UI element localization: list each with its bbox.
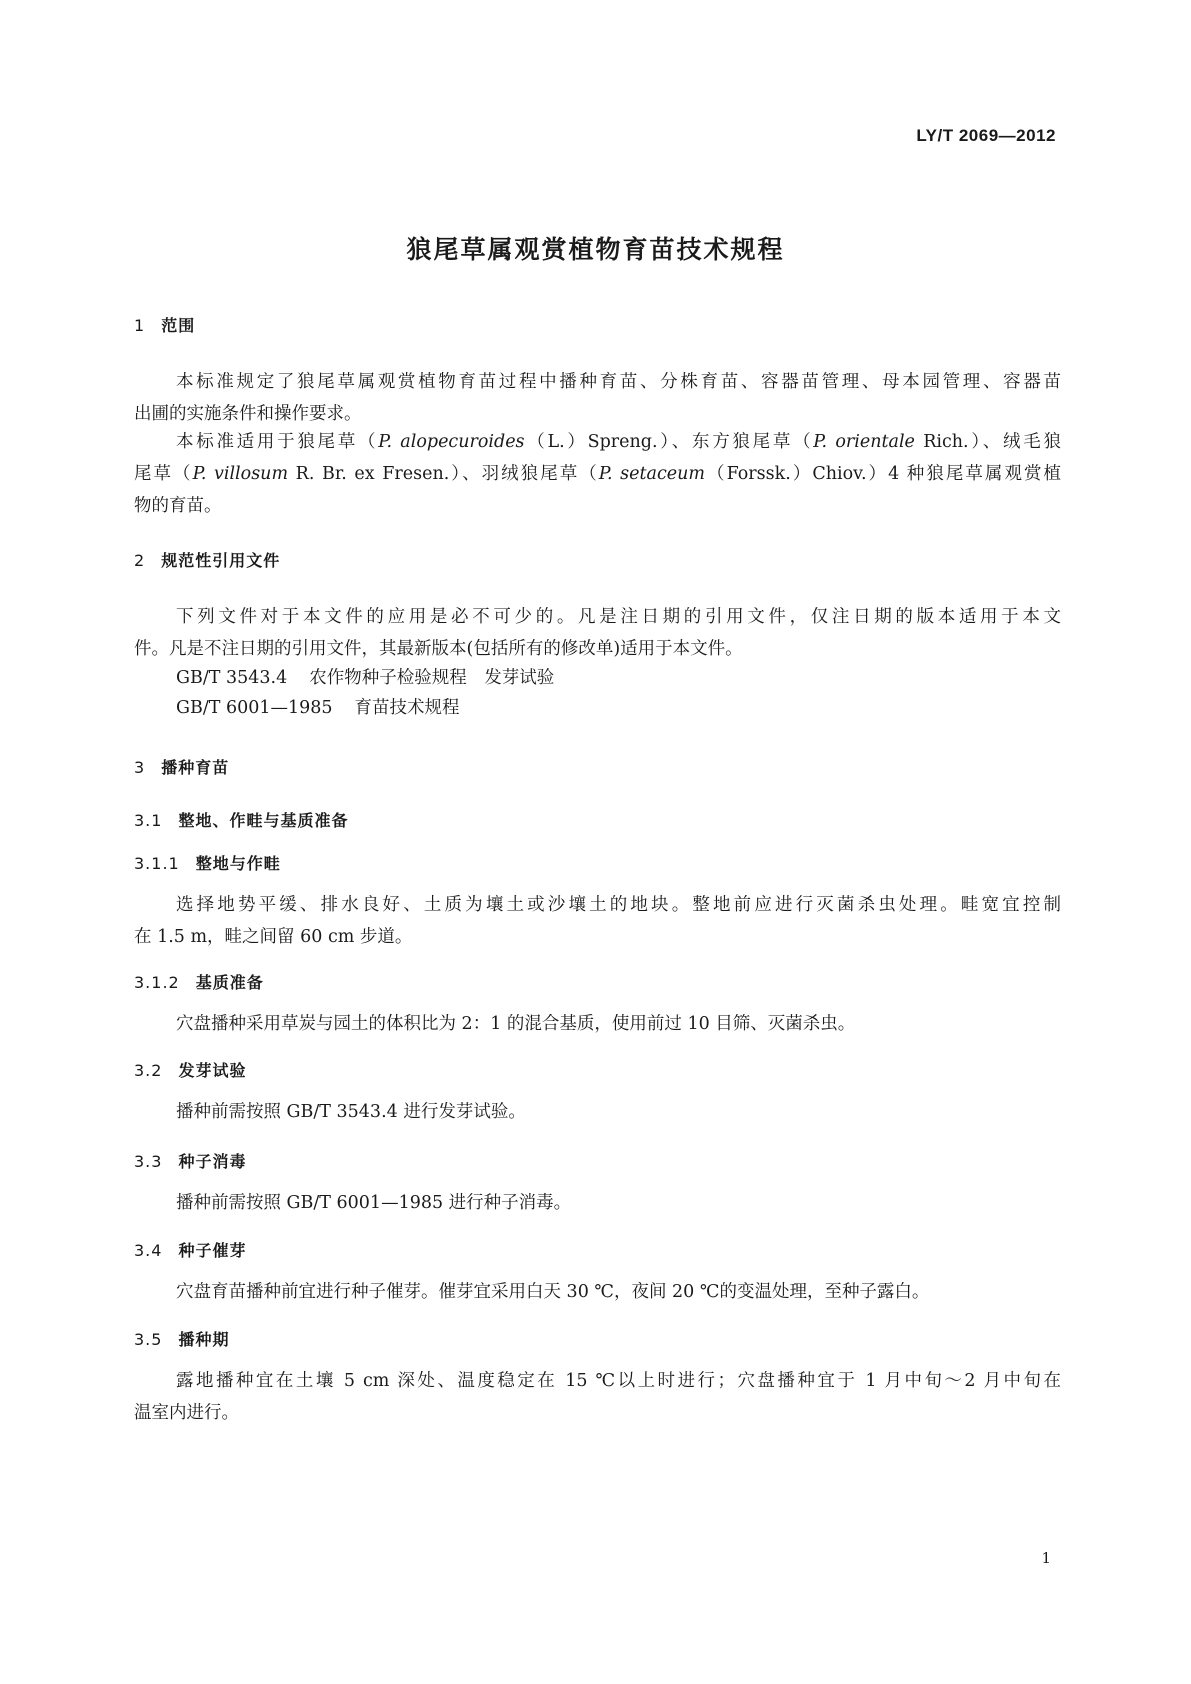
section-number: 3.5: [134, 1330, 163, 1349]
section-3-5-heading: [134, 1327, 229, 1350]
species-name: P. villosum: [192, 464, 289, 484]
section-3-2-paragraph: [134, 1096, 1061, 1128]
text-line: 下列文件对于本文件的应用是必不可少的。凡是注日期的引用文件，仅注日期的版本适用于本文: [176, 607, 1061, 627]
text-run: R. Br. ex Fresen.）、羽绒狼尾草（: [288, 464, 599, 484]
reference-item: [176, 664, 554, 689]
section-number: 2: [134, 551, 146, 570]
section-1-paragraph-2: [134, 426, 1061, 522]
reference-name: 农作物种子检验规程 发芽试验: [309, 668, 555, 688]
text-run: 尾草（: [134, 464, 193, 484]
section-number: 3.2: [134, 1061, 163, 1080]
text-line: 件。凡是不注日期的引用文件，其最新版本(包括所有的修改单)适用于本文件。: [134, 639, 743, 659]
reference-code: GB/T 3543.4: [176, 668, 288, 688]
section-3-4-paragraph: [134, 1276, 1061, 1308]
text-line: 温室内进行。: [134, 1403, 239, 1423]
text-line: [134, 458, 1061, 490]
text-line: 穴盘育苗播种前宜进行种子催芽。催芽宜采用白天 30 ℃，夜间 20 ℃的变温处理，至种子露白。: [176, 1282, 930, 1302]
section-2-heading: [134, 548, 280, 571]
text-run: （Forssk.）Chiov.）4 种狼尾草属观赏植: [705, 464, 1062, 484]
section-title: 整地与作畦: [195, 854, 281, 873]
species-name: P. alopecuroides: [378, 432, 525, 452]
section-3-1-1-heading: [134, 851, 281, 874]
section-number: 3.1.2: [134, 973, 180, 992]
text-line: 物的育苗。: [134, 496, 222, 516]
section-1-heading: [134, 313, 195, 336]
section-title: 播种育苗: [161, 758, 230, 777]
section-number: 3: [134, 758, 146, 777]
section-3-4-heading: [134, 1238, 246, 1261]
section-3-5-paragraph: [134, 1365, 1061, 1429]
section-title: 规范性引用文件: [161, 551, 281, 570]
section-number: 3.1: [134, 811, 163, 830]
text-run: （L.）Spreng.）、东方狼尾草（: [524, 432, 814, 452]
section-title: 整地、作畦与基质准备: [178, 811, 349, 830]
text-line: 露地播种宜在土壤 5 cm 深处、温度稳定在 15 ℃以上时进行；穴盘播种宜于 1 月中旬～2 月中旬在: [176, 1371, 1061, 1391]
section-title: 种子催芽: [178, 1241, 247, 1260]
section-3-3-paragraph: [134, 1187, 1061, 1219]
section-3-1-2-heading: [134, 970, 264, 993]
section-number: 3.1.1: [134, 854, 180, 873]
section-3-heading: [134, 755, 229, 778]
text-line: 本标准规定了狼尾草属观赏植物育苗过程中播种育苗、分株育苗、容器苗管理、母本园管理、容器苗: [176, 372, 1061, 392]
section-title: 种子消毒: [178, 1152, 247, 1171]
section-3-1-1-paragraph: [134, 889, 1061, 953]
section-title: 基质准备: [195, 973, 264, 992]
species-name: P. orientale: [813, 432, 915, 452]
text-line: 选择地势平缓、排水良好、土质为壤土或沙壤土的地块。整地前应进行灭菌杀虫处理。畦宽宜控制: [176, 895, 1061, 915]
text-line: 播种前需按照 GB/T 6001—1985 进行种子消毒。: [176, 1193, 572, 1213]
text-line: 穴盘播种采用草炭与园土的体积比为 2：1 的混合基质，使用前过 10 目筛、灭菌杀虫。: [176, 1014, 856, 1034]
text-run: Rich.）、绒毛狼: [914, 432, 1061, 452]
section-title: 范围: [161, 316, 196, 335]
text-line: 出圃的实施条件和操作要求。: [134, 404, 362, 424]
section-3-1-2-paragraph: [134, 1008, 1061, 1040]
section-number: 1: [134, 316, 146, 335]
section-2-paragraph: [134, 601, 1061, 665]
reference-name: 育苗技术规程: [354, 698, 460, 718]
section-number: 3.3: [134, 1152, 163, 1171]
page-number: 1: [1041, 1549, 1051, 1567]
reference-item: [176, 694, 460, 719]
text-run: 本标准适用于狼尾草（: [176, 432, 379, 452]
section-title: 发芽试验: [178, 1061, 247, 1080]
text-line: 在 1.5 m，畦之间留 60 cm 步道。: [134, 927, 413, 947]
section-3-1-heading: [134, 808, 348, 831]
section-3-3-heading: [134, 1149, 246, 1172]
section-3-2-heading: [134, 1058, 246, 1081]
section-number: 3.4: [134, 1241, 163, 1260]
standard-code: LY/T 2069—2012: [916, 126, 1056, 145]
reference-code: GB/T 6001—1985: [176, 698, 333, 718]
text-line: [134, 426, 1061, 458]
document-title: 狼尾草属观赏植物育苗技术规程: [406, 235, 785, 264]
species-name: P. setaceum: [598, 464, 706, 484]
section-1-paragraph-1: [134, 366, 1061, 430]
section-title: 播种期: [178, 1330, 230, 1349]
text-line: 播种前需按照 GB/T 3543.4 进行发芽试验。: [176, 1102, 526, 1122]
